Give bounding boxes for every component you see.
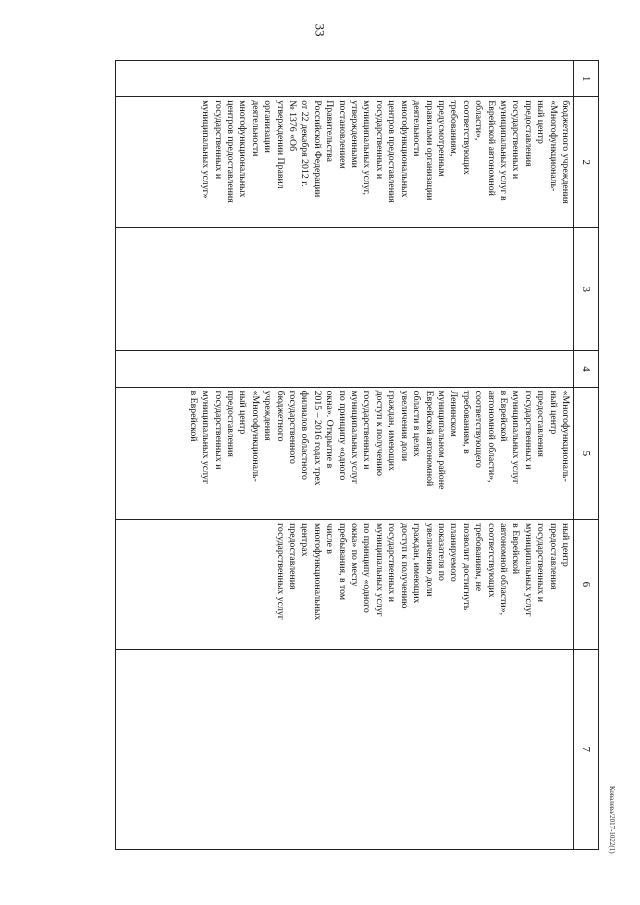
column-header-2: 2 [574, 97, 599, 228]
cell-col-1 [116, 61, 574, 97]
rotated-table-page [115, 60, 599, 850]
document-footer-code: Ковалева/2017-1022(1) [608, 786, 616, 854]
column-header-3: 3 [574, 228, 599, 351]
cell-col-2: бюджетного учреждения «Многофункциональ- ный центр предоставления государственных и муниципальных услуг в Еврейской автономной области», соответствующих требованиям, предусмотренным правилами организации деятельности многофункциональных центров предоставления государственных и муниципальных услуг, утвержденными постановлением Правительства Российской Федерации от 22 декабря 2012 г. № 1376 «Об утверждении Правил организации деятельности многофункциональных центров предоставления государственных и муниципальных услуг» [116, 97, 574, 228]
cell-col-6: ный центр предоставления государственных и муниципальных услуг в Еврейской автономной области», соответствующих требованиям, не позволит достигнуть планируемого показателя по увеличению доли граждан, имеющих доступ к получению государственных и муниципальных услуг по принципу «одного окна» по месту пребывания, в том числе в многофункциональных центрах предоставления государственных услуг [116, 520, 574, 649]
cell-col-4 [116, 351, 574, 387]
column-header-1: 1 [574, 61, 599, 97]
cell-col-7 [116, 649, 574, 849]
cell-col-5: «Многофункциональ- ный центр предоставления государственных и муниципальных услуг в Еврейской автономной области», соответствующего требованиям, в Ленинском муниципальном районе Еврейской автономной области в целях увеличения доли граждан, имеющих доступ к получению государственных и муниципальных услуг по принципу «одного окна». Открытие в 2015 – 2016 годах трех филиалов областного государственного бюджетного учреждения «Многофункциональ- ный центр предоставления государственных и муниципальных услуг в Еврейской [116, 387, 574, 520]
column-header-6: 6 [574, 520, 599, 649]
column-header-5: 5 [574, 387, 599, 520]
column-header-4: 4 [574, 351, 599, 387]
page-number: 33 [312, 23, 328, 37]
column-header-7: 7 [574, 649, 599, 849]
cell-col-3 [116, 228, 574, 351]
document-table [115, 60, 599, 850]
table-row [116, 61, 574, 850]
table-header-row [574, 61, 599, 850]
